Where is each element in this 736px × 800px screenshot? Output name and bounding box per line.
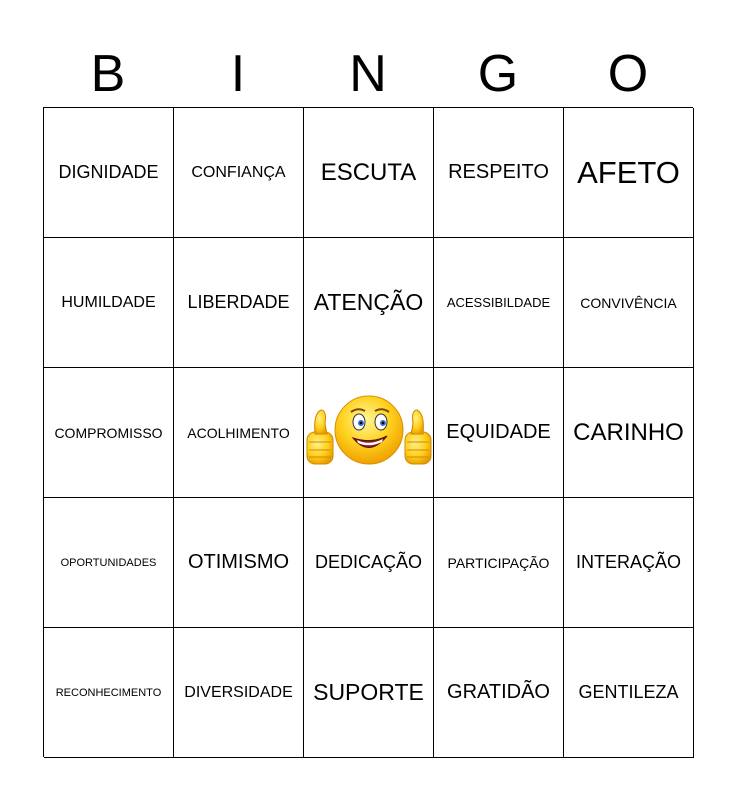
bingo-cell[interactable]: PARTICIPAÇÃO: [434, 498, 564, 628]
bingo-cell[interactable]: CONVIVÊNCIA: [564, 238, 694, 368]
header-letter-g: G: [477, 45, 519, 103]
bingo-cell[interactable]: HUMILDADE: [44, 238, 174, 368]
header-letter-o: O: [607, 45, 649, 103]
bingo-cell[interactable]: DIVERSIDADE: [174, 628, 304, 758]
bingo-cell[interactable]: SUPORTE: [304, 628, 434, 758]
bingo-cell[interactable]: RECONHECIMENTO: [44, 628, 174, 758]
bingo-cell[interactable]: INTERAÇÃO: [564, 498, 694, 628]
bingo-cell[interactable]: DIGNIDADE: [44, 108, 174, 238]
free-space-cell[interactable]: [304, 368, 434, 498]
bingo-cell[interactable]: DEDICAÇÃO: [304, 498, 434, 628]
bingo-cell[interactable]: ATENÇÃO: [304, 238, 434, 368]
bingo-cell[interactable]: GENTILEZA: [564, 628, 694, 758]
header-letter-b: B: [90, 45, 126, 103]
bingo-cell[interactable]: EQUIDADE: [434, 368, 564, 498]
bingo-cell[interactable]: RESPEITO: [434, 108, 564, 238]
bingo-cell[interactable]: ESCUTA: [304, 108, 434, 238]
thumbs-up-smiley-icon: [305, 392, 433, 474]
bingo-cell[interactable]: OPORTUNIDADES: [44, 498, 174, 628]
bingo-cell[interactable]: COMPROMISSO: [44, 368, 174, 498]
bingo-cell[interactable]: AFETO: [564, 108, 694, 238]
header-letter-i: I: [230, 45, 246, 103]
bingo-header: [43, 40, 693, 108]
bingo-cell[interactable]: CARINHO: [564, 368, 694, 498]
bingo-grid: [43, 107, 693, 757]
bingo-cell[interactable]: ACOLHIMENTO: [174, 368, 304, 498]
bingo-cell[interactable]: LIBERDADE: [174, 238, 304, 368]
bingo-cell[interactable]: GRATIDÃO: [434, 628, 564, 758]
header-letter-n: N: [349, 45, 387, 103]
bingo-cell[interactable]: ACESSIBILDADE: [434, 238, 564, 368]
bingo-cell[interactable]: OTIMISMO: [174, 498, 304, 628]
bingo-cell[interactable]: CONFIANÇA: [174, 108, 304, 238]
